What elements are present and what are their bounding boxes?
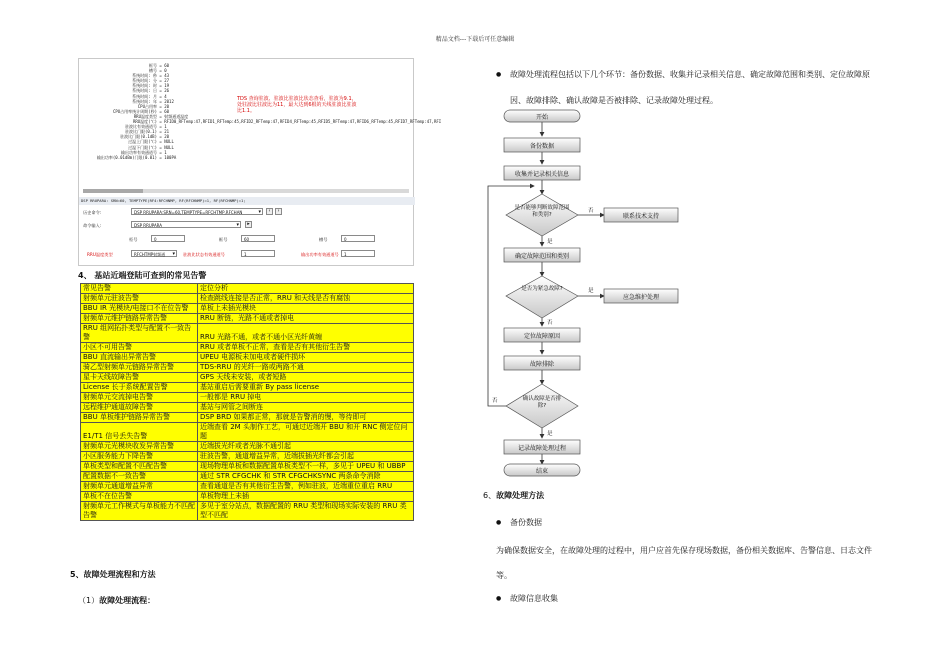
alarm-name-cell: 单板不在位告警 [81, 492, 198, 502]
equals-sign: = [157, 63, 165, 68]
flow-collect-label: 收集并记录相关信息 [514, 171, 570, 178]
parameter-name: RRU温度类型 [133, 113, 157, 119]
equals-sign: = [157, 139, 165, 145]
flow-no-label-1: 否 [588, 208, 594, 214]
alarm-name-cell: 射频单元驻波告警 [81, 294, 198, 304]
alarm-name-cell: 射频单元工作模式与单板能力不匹配告警 [81, 502, 198, 521]
table-row [81, 304, 414, 314]
table-row [81, 353, 414, 363]
alarm-table [80, 283, 414, 521]
alarm-analysis-cell: RRU 断链，光路不通或者掉电 [198, 314, 414, 324]
alarm-name-cell: 配置数据不一致告警 [81, 472, 198, 482]
alarm-name-cell: E1/T1 信号丢失告警 [81, 423, 198, 442]
history-command-label: 历史命令: [83, 210, 102, 215]
parameter-value: 4 [164, 93, 167, 99]
parameter-name: 框号 [149, 63, 157, 68]
parameter-value: RFID0_RFTemp:47,RFID1_RFTemp:45,RFID2_RFTemp:47,RFID4_RFTemp:45,RFID5_RFTemp:47,RFID6_RFTemp:45,RFID7_RFTemp:47,RFI [164, 119, 442, 125]
alarm-analysis-cell: 单板物理上未插 [198, 492, 414, 502]
intro-bullet: ● 故障处理流程包括以下几个环节：备份数据、收集并记录相关信息、确定故障范围和类别、定位故障原因、故障排除、确认故障是否被排除、记录故障处理过程。 [510, 62, 880, 114]
alarm-analysis-cell: 驻波告警，通道增益异常，近端拔插光纤都会引起 [198, 452, 414, 462]
equals-sign: = [157, 98, 165, 104]
section-4-heading: 4、 基站近端登陆可查到的常见告警 [78, 271, 207, 280]
flow-locate-label: 定位故障原因 [523, 333, 561, 340]
slot-input[interactable]: 0 [341, 235, 375, 242]
alarm-analysis-cell: 查看通道是否有其他衍生告警，例如驻波，近端重位重启 RRU [198, 482, 414, 492]
section-6-heading [483, 490, 544, 501]
history-prev-button[interactable]: ‹ [266, 208, 273, 215]
alarm-name-cell: 小区不可用告警 [81, 343, 198, 353]
parameter-name: RRU温度(℃) [132, 119, 157, 125]
command-line: DSP RRUPARA: SRN=60, TEMPTYPE(RF4:RFCHNMP, RF(RFCHNMP)=1, RF(RFCHNMP)=1; [79, 197, 415, 205]
parameter-value: 27 [164, 78, 170, 84]
table-row [81, 472, 414, 482]
table-row [81, 324, 414, 343]
flow-backup-label: 备份数据 [529, 143, 555, 150]
table-row [81, 363, 414, 373]
parameter-value: 21 [164, 129, 170, 135]
parameter-value: 射频通道温度 [164, 113, 189, 119]
equals-sign: = [157, 73, 165, 79]
equals-sign: = [157, 144, 165, 150]
equals-sign: = [157, 113, 165, 119]
table-row [81, 383, 414, 393]
alarm-name-cell: 小区服务能力下降告警 [81, 452, 198, 462]
table-row [81, 284, 414, 294]
page-header: 精品文档---下载后可任意编辑 [435, 36, 515, 43]
alarm-analysis-cell: 基站重启后需要重新 By pass license [198, 383, 414, 393]
alarm-analysis-cell: RRU 光路不通，或者不通小区光纤黄缠 [198, 324, 414, 343]
parameter-value: NULL [164, 139, 174, 145]
alarm-analysis-cell: 通过 STR CFGCHK 和 STR CFGCHKSYNC 两条命令消除 [198, 472, 414, 482]
alarm-name-cell: 常见告警 [81, 284, 198, 294]
equals-sign: = [157, 124, 165, 130]
table-row [81, 502, 414, 521]
equals-sign: = [157, 93, 165, 99]
section-5-1-title: 故障处理流程： [99, 596, 156, 605]
fault-handling-flowchart [484, 106, 714, 478]
flow-emergency-question-label: 是否为紧急故障? [521, 286, 563, 292]
parameter-name: 槽号 [149, 68, 157, 74]
alarm-name-cell: RRU 组网拓扑类型与配置不一致告警 [81, 324, 198, 343]
parameter-row [83, 155, 311, 160]
parameter-value: 60 [164, 63, 170, 68]
parameter-name: 系统时间: 日 [132, 88, 157, 94]
parameter-name: 过温下门限(℃) [128, 144, 157, 150]
parameter-name: CPU占用率统计周期(秒) [112, 108, 157, 114]
alarm-name-cell: 射频单元光模块收发异常告警 [81, 442, 198, 452]
equals-sign: = [157, 154, 165, 160]
temp-type-select[interactable]: RFCHTMP射频通 ▾ [131, 250, 177, 257]
table-row [81, 413, 414, 423]
red-annotation: TDS 查询驻波、驻波比驻波比状态查看，驻波为9.1，处驻波比驻波比为11，最大达到6根的天线驻波比驻波比1.1。 [237, 96, 357, 114]
flow-decide-scope-label: 是否能够判断故障范围和类别? [514, 205, 570, 218]
vswr-channel-input[interactable]: 1 [241, 250, 275, 257]
flow-emergency-label: 应急维护处理 [622, 294, 660, 301]
flow-yes-label-1: 是 [547, 239, 553, 245]
parameter-value: 26 [164, 88, 170, 94]
parameter-value: 60 [164, 108, 170, 114]
backup-paragraph: 为确保数据安全，在故障处理的过程中，用户应首先保存现场数据，备份相关数据库、告警信息、日志文件等。 [496, 546, 872, 580]
vswr-channel-label: 驻波比状态有效通道号 [183, 252, 225, 257]
command-input-select[interactable]: DSP RRUPARA ▾ [131, 221, 241, 228]
flow-yes-label-3: 是 [547, 431, 553, 437]
parameter-value: 20 [164, 103, 170, 109]
equals-sign: = [157, 78, 165, 84]
flow-no-label-2: 否 [547, 320, 553, 326]
parameter-value: 100PA [164, 154, 177, 160]
section-5-heading: 5、故障处理流程和方法 [70, 570, 156, 579]
cabinet-input[interactable]: 0 [151, 235, 185, 242]
parameter-list [83, 63, 442, 189]
slot-label: 槽号 [319, 237, 328, 242]
frame-input[interactable]: 60 [241, 235, 275, 242]
frame-label: 框号 [219, 237, 228, 242]
parameter-name: 系统时间: 时 [132, 83, 157, 89]
table-row [81, 393, 414, 403]
parameter-name: 驻波比门限(0.1) [124, 129, 157, 135]
parameter-name: 系统时间: 秒 [132, 73, 157, 79]
temp-type-label: RRU温度类型 [87, 252, 113, 257]
command-run-button[interactable]: ▸ [245, 221, 252, 228]
alarm-name-cell: BBU IR 光模块/电接口不在位告警 [81, 304, 198, 314]
parameter-name: 系统时间: 年 [132, 98, 157, 104]
history-next-button[interactable]: › [275, 208, 282, 215]
equals-sign: = [157, 103, 165, 109]
table-row [81, 482, 414, 492]
parameter-value: 1 [164, 124, 167, 130]
table-row [81, 403, 414, 413]
table-row [81, 373, 414, 383]
section-6-prefix: 6、 [483, 491, 497, 500]
equals-sign: = [157, 134, 165, 140]
equals-sign: = [157, 108, 165, 114]
equals-sign: = [157, 88, 165, 94]
alarm-name-cell: License 长于系统配置告警 [81, 383, 198, 393]
flow-yes-label-2: 是 [588, 288, 594, 294]
alarm-analysis-cell: 近端查看 2M 头制作工艺，可通过近端开 BBU 和开 RNC 侧定位问题 [198, 423, 414, 442]
parameter-value: 19 [164, 83, 170, 89]
power-channel-label: 输出功率有效通道号 [301, 252, 339, 257]
lmt-screenshot [78, 58, 442, 266]
alarm-analysis-cell: 检查跳线连接是否正常，RRU 和天线是否有腐蚀 [198, 294, 414, 304]
parameter-name: 过温上门限(℃) [128, 139, 157, 145]
equals-sign: = [157, 83, 165, 89]
table-row [81, 314, 414, 324]
section-5-1-heading [78, 595, 155, 606]
flow-removed-question-label: 确认故障是否排除? [522, 396, 562, 409]
parameter-name: 输出功率(0.01dBm)门限(0.01) [96, 154, 157, 160]
flow-start-label: 开始 [535, 114, 549, 121]
flow-record-label: 记录故障处理过程 [517, 445, 567, 452]
parameter-value: 20 [164, 134, 170, 140]
equals-sign: = [157, 119, 165, 125]
parameter-name: 输出功率有效通道号 [121, 149, 157, 155]
alarm-name-cell: BBU 直流输出异常告警 [81, 353, 198, 363]
parameter-value: NULL [164, 144, 174, 150]
table-row [81, 343, 414, 353]
alarm-analysis-cell: 单板上未插光模块 [198, 304, 414, 314]
parameter-value: 43 [164, 73, 170, 79]
alarm-name-cell: 骑乙型射频单元链路异常告警 [81, 363, 198, 373]
history-command-select[interactable]: DSP RRUPARA:SRN=60,TEMPTYPE=RFCHTMP,RFCHAN ▾ [131, 208, 263, 215]
command-input-label: 命令输入: [83, 223, 102, 228]
equals-sign: = [157, 129, 165, 135]
backup-bullet: ● 备份数据 [510, 512, 542, 534]
flow-end-label: 结束 [535, 468, 549, 475]
alarm-analysis-cell: UPEU 电源板未加电或者硬件损坏 [198, 353, 414, 363]
alarm-analysis-cell: DSP BRD 如果都正常，那就是告警消的慢，等待即可 [198, 413, 414, 423]
alarm-analysis-cell: 基站与网管之间断连 [198, 403, 414, 413]
equals-sign: = [157, 149, 165, 155]
alarm-name-cell: 远程维护通道故障告警 [81, 403, 198, 413]
alarm-analysis-cell: GPS 天线未安装，或者短路 [198, 373, 414, 383]
parameter-name: 系统时间: 月 [132, 93, 157, 99]
cabinet-label: 柜号 [129, 237, 138, 242]
alarm-analysis-cell: 一般都是 RRU 掉电 [198, 393, 414, 403]
table-row [81, 423, 414, 442]
parameter-name: 系统时间: 分 [132, 78, 157, 84]
alarm-name-cell: BBU 单板维护链路异常告警 [81, 413, 198, 423]
parameter-name: 驻波比门限(0.1dB) [120, 134, 157, 140]
alarm-analysis-cell: 现场物理单板和数据配置单板类型不一样，多见于 UPEU 和 UBBP [198, 462, 414, 472]
table-row [81, 442, 414, 452]
flow-no-label-3: 否 [492, 398, 498, 404]
alarm-name-cell: 单板类型和配置不匹配告警 [81, 462, 198, 472]
table-row [81, 492, 414, 502]
parameter-name: CPU占用率 [137, 103, 157, 109]
alarm-analysis-cell: TDS-RRU 的光纤一路或两路不通 [198, 363, 414, 373]
collect-bullet: ● 故障信息收集 [510, 588, 558, 610]
horizontal-scrollbar[interactable] [83, 189, 409, 193]
alarm-name-cell: 射频单元维护链路异常告警 [81, 314, 198, 324]
alarm-analysis-cell: 近端拔光纤或者光脉不通引起 [198, 442, 414, 452]
section-5-1-prefix: （1） [78, 596, 100, 605]
table-row [81, 452, 414, 462]
flow-remove-label: 故障排除 [529, 361, 555, 368]
alarm-analysis-cell: 多见于室分站点，数据配置的 RRU 类型和现场实际安装的 RRU 类型不匹配 [198, 502, 414, 521]
alarm-analysis-cell: 定位分析 [198, 284, 414, 294]
alarm-name-cell: 星卡天线故障告警 [81, 373, 198, 383]
flow-tech-support-label: 联系技术支持 [622, 213, 660, 220]
alarm-name-cell: 射频单元交流掉电告警 [81, 393, 198, 403]
table-row [81, 462, 414, 472]
power-channel-input[interactable]: 1 [341, 250, 375, 257]
table-row [81, 294, 414, 304]
flow-confirm-scope-label: 确定故障范围和类别 [514, 253, 570, 260]
equals-sign: = [157, 68, 165, 74]
section-6-title: 故障处理方法 [496, 491, 545, 500]
parameter-name: 驻波比有效通道号 [125, 124, 157, 130]
parameter-value: 2012 [164, 98, 174, 104]
parameter-value: 1 [164, 149, 167, 155]
parameter-value: 0 [164, 68, 167, 74]
alarm-analysis-cell: RRU 或者单板不正常，查看是否有其他衍生告警 [198, 343, 414, 353]
alarm-name-cell: 射频单元通道增益异常 [81, 482, 198, 492]
